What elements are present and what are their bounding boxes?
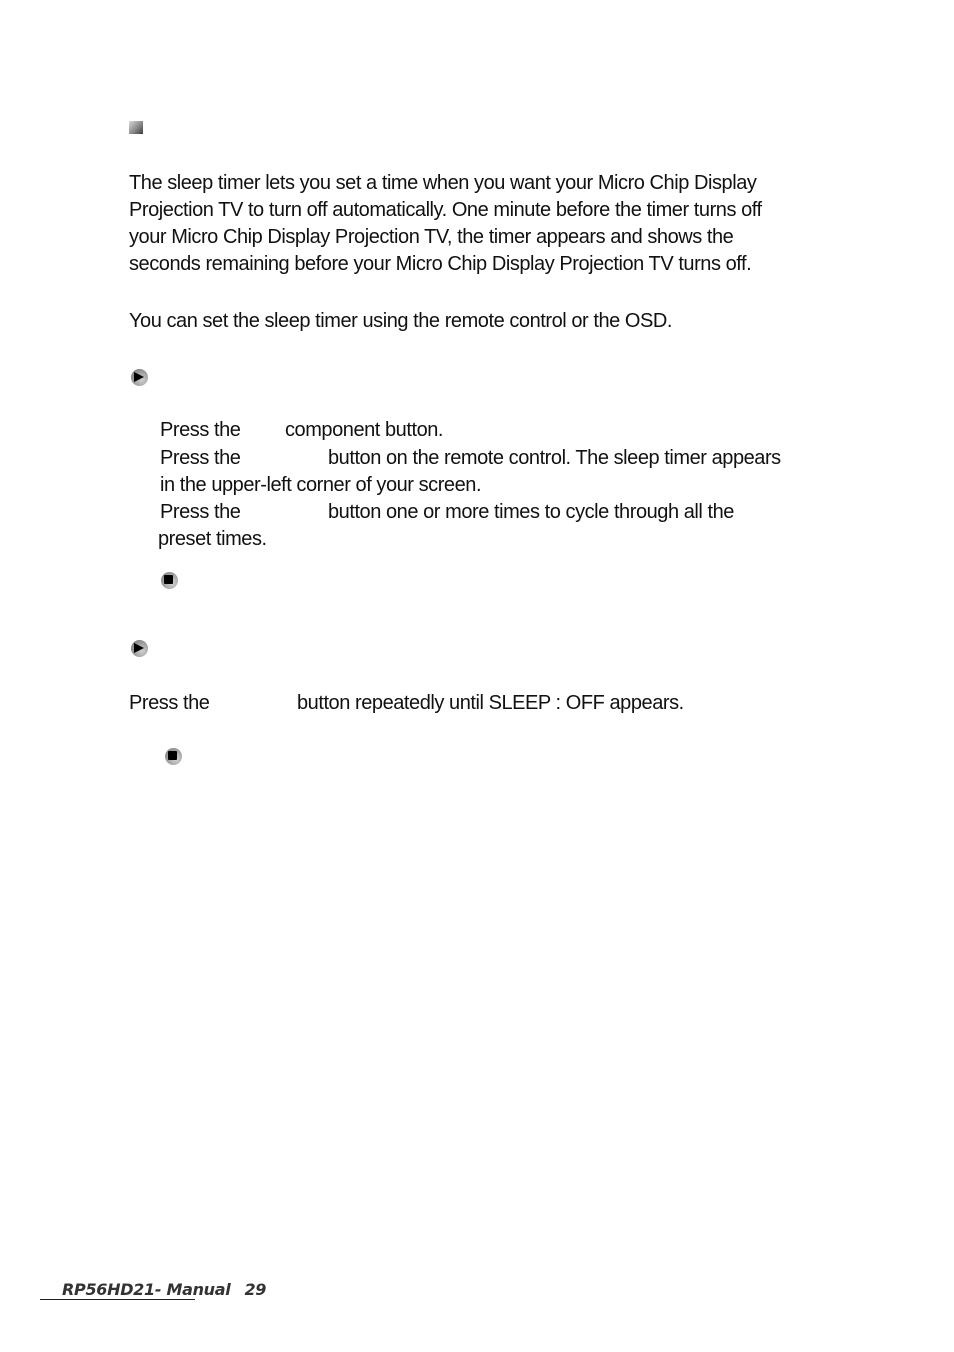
step-3-after: button one or more times to cycle through all the	[328, 501, 734, 523]
cancel-before: Press the	[129, 692, 210, 714]
intro-line-1: The sleep timer lets you set a time when you want your Micro Chip Display	[129, 172, 757, 194]
page-number: 29	[244, 1280, 267, 1299]
footer-label: RP56HD21- Manual	[62, 1280, 231, 1299]
stop-bullet-icon	[161, 572, 178, 589]
step-1-before: Press the	[160, 419, 241, 441]
cancel-after: button repeatedly until SLEEP : OFF appears.	[297, 692, 684, 714]
stop-bullet-icon	[165, 748, 182, 765]
step-2-after: button on the remote control. The sleep timer appears	[328, 447, 781, 469]
step-2-continuation: in the upper-left corner of your screen.	[160, 474, 482, 496]
step-3-before: Press the	[160, 501, 241, 523]
section-square-icon	[129, 121, 143, 134]
footer	[62, 1280, 266, 1299]
step-3-continuation: preset times.	[158, 528, 267, 550]
arrow-bullet-icon	[131, 640, 148, 657]
intro-line-3: your Micro Chip Display Projection TV, the timer appears and shows the	[129, 226, 734, 248]
method-text: You can set the sleep timer using the remote control or the OSD.	[129, 310, 672, 332]
step-1-after: component button.	[285, 419, 444, 441]
intro-line-2: Projection TV to turn off automatically. One minute before the timer turns off	[129, 199, 762, 221]
intro-line-4: seconds remaining before your Micro Chip Display Projection TV turns off.	[129, 253, 752, 275]
arrow-bullet-icon	[131, 369, 148, 386]
footer-rule	[40, 1299, 195, 1300]
step-2-before: Press the	[160, 447, 241, 469]
intro-paragraph	[129, 170, 849, 278]
